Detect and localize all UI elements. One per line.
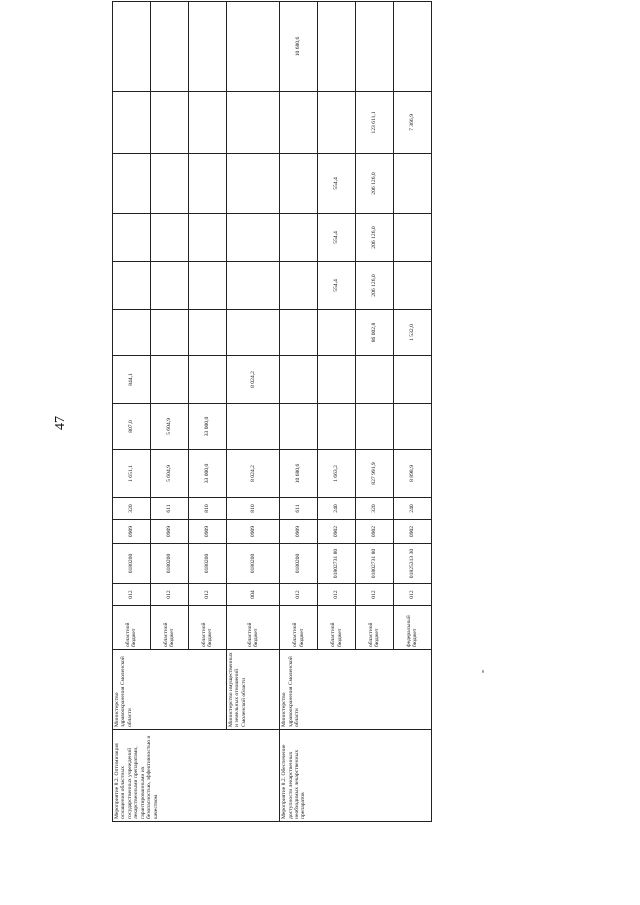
y1-cell	[280, 404, 318, 450]
source-cell: федеральный бюджет	[393, 606, 431, 650]
y3-cell: 1 532,0	[393, 310, 431, 356]
total-cell: 1 651,1	[113, 450, 151, 498]
total-cell: 10 680,6	[280, 450, 318, 498]
vr-cell: 320	[113, 498, 151, 520]
grbs-cell: 004	[226, 584, 279, 606]
y1-cell	[393, 404, 431, 450]
csr-cell: 0180200	[226, 544, 279, 584]
y3-cell	[188, 310, 226, 356]
y4-cell	[280, 262, 318, 310]
y2-cell	[150, 356, 188, 404]
y3-cell	[226, 310, 279, 356]
y7-cell: 7 366,9	[393, 92, 431, 154]
y3-cell	[150, 310, 188, 356]
executor-cell: Министерство здравоохранения Смоленской области	[113, 650, 227, 730]
source-cell: областной бюджет	[226, 606, 279, 650]
rzpr-cell: 0902	[393, 520, 431, 544]
y3-cell	[113, 310, 151, 356]
activity-cell: Мероприятие 8.2. Обеспечение доступности лекарственных необходимых лекарственных препаратов	[280, 730, 432, 822]
vr-cell: 810	[188, 498, 226, 520]
csr-cell: 0180200	[150, 544, 188, 584]
y1-cell	[356, 404, 394, 450]
activity-cell: Мероприятие 8.2. Оптимизация оснащения областных государственных учреждений лекарственными препаратами, гарантированными их безопасностью, эффективностью и качеством	[113, 730, 280, 822]
csr-cell: 01802731 80	[356, 544, 394, 584]
y8-cell	[188, 2, 226, 92]
page-number: 47	[53, 416, 68, 430]
y1-cell: 807,0	[113, 404, 151, 450]
y6-cell: 206 126,0	[356, 154, 394, 214]
y7-cell	[318, 92, 356, 154]
y4-cell: 554,4	[318, 262, 356, 310]
total-cell: 1 663,2	[318, 450, 356, 498]
table-row	[113, 2, 151, 822]
y4-cell: 206 126,0	[356, 262, 394, 310]
grbs-cell: 012	[150, 584, 188, 606]
rzpr-cell: 0909	[113, 520, 151, 544]
rzpr-cell: 0902	[356, 520, 394, 544]
source-cell: областной бюджет	[188, 606, 226, 650]
y4-cell	[150, 262, 188, 310]
y6-cell	[226, 154, 279, 214]
source-cell: областной бюджет	[113, 606, 151, 650]
y8-cell	[226, 2, 279, 92]
y5-cell: 554,4	[318, 214, 356, 262]
source-cell: областной бюджет	[356, 606, 394, 650]
y6-cell	[280, 154, 318, 214]
y7-cell	[188, 92, 226, 154]
y5-cell	[280, 214, 318, 262]
y5-cell	[188, 214, 226, 262]
executor-cell: Министерство имущественных и земельных отношений Смоленской области	[226, 650, 279, 730]
y8-cell	[113, 2, 151, 92]
rotated-table-sheet	[112, 36, 432, 822]
vr-cell: 810	[226, 498, 279, 520]
rzpr-cell: 0909	[280, 520, 318, 544]
y7-cell	[280, 92, 318, 154]
y4-cell	[188, 262, 226, 310]
y8-cell: 10 680,6	[280, 2, 318, 92]
y2-cell	[280, 356, 318, 404]
table-row	[226, 2, 279, 822]
y6-cell	[113, 154, 151, 214]
rzpr-cell: 0909	[226, 520, 279, 544]
y6-cell	[393, 154, 431, 214]
y1-cell	[318, 404, 356, 450]
vr-cell: 240	[393, 498, 431, 520]
y2-cell: 8 024,2	[226, 356, 279, 404]
csr-cell: 0180200	[280, 544, 318, 584]
y2-cell: 844,1	[113, 356, 151, 404]
y3-cell	[318, 310, 356, 356]
budget-table	[112, 1, 432, 822]
total-cell: 8 024,2	[226, 450, 279, 498]
vr-cell: 611	[150, 498, 188, 520]
y5-cell	[113, 214, 151, 262]
table-row	[280, 2, 318, 822]
y3-cell	[280, 310, 318, 356]
y8-cell	[150, 2, 188, 92]
scan-speck	[482, 670, 484, 673]
csr-cell: 0180200	[113, 544, 151, 584]
vr-cell: 240	[318, 498, 356, 520]
y1-cell	[226, 404, 279, 450]
y8-cell	[318, 2, 356, 92]
grbs-cell: 012	[113, 584, 151, 606]
total-cell: 5 604,9	[150, 450, 188, 498]
grbs-cell: 012	[188, 584, 226, 606]
executor-cell: Министерство здравоохранения Смоленской области	[280, 650, 432, 730]
source-cell: областной бюджет	[150, 606, 188, 650]
y7-cell	[150, 92, 188, 154]
y3-cell: 86 002,8	[356, 310, 394, 356]
y5-cell: 206 126,0	[356, 214, 394, 262]
rzpr-cell: 0902	[318, 520, 356, 544]
y2-cell	[356, 356, 394, 404]
y4-cell	[113, 262, 151, 310]
csr-cell: 01802731 80	[318, 544, 356, 584]
y2-cell	[393, 356, 431, 404]
csr-cell: 0180200	[188, 544, 226, 584]
y5-cell	[226, 214, 279, 262]
y8-cell	[393, 2, 431, 92]
grbs-cell: 012	[280, 584, 318, 606]
total-cell: 33 000,0	[188, 450, 226, 498]
y6-cell: 554,4	[318, 154, 356, 214]
csr-cell: 01825313 30	[393, 544, 431, 584]
table-rotation-frame	[112, 36, 432, 822]
y8-cell	[356, 2, 394, 92]
y7-cell	[113, 92, 151, 154]
vr-cell: 320	[356, 498, 394, 520]
total-cell: 8 898,9	[393, 450, 431, 498]
vr-cell: 611	[280, 498, 318, 520]
y6-cell	[150, 154, 188, 214]
y1-cell: 5 604,9	[150, 404, 188, 450]
grbs-cell: 012	[356, 584, 394, 606]
y2-cell	[188, 356, 226, 404]
y1-cell: 33 000,0	[188, 404, 226, 450]
rzpr-cell: 0909	[150, 520, 188, 544]
source-cell: областной бюджет	[318, 606, 356, 650]
rzpr-cell: 0909	[188, 520, 226, 544]
y2-cell	[318, 356, 356, 404]
y4-cell	[226, 262, 279, 310]
y5-cell	[393, 214, 431, 262]
y4-cell	[393, 262, 431, 310]
grbs-cell: 012	[393, 584, 431, 606]
y7-cell	[226, 92, 279, 154]
y5-cell	[150, 214, 188, 262]
total-cell: 827 991,9	[356, 450, 394, 498]
source-cell: областной бюджет	[280, 606, 318, 650]
grbs-cell: 012	[318, 584, 356, 606]
y7-cell: 123 611,1	[356, 92, 394, 154]
y6-cell	[188, 154, 226, 214]
